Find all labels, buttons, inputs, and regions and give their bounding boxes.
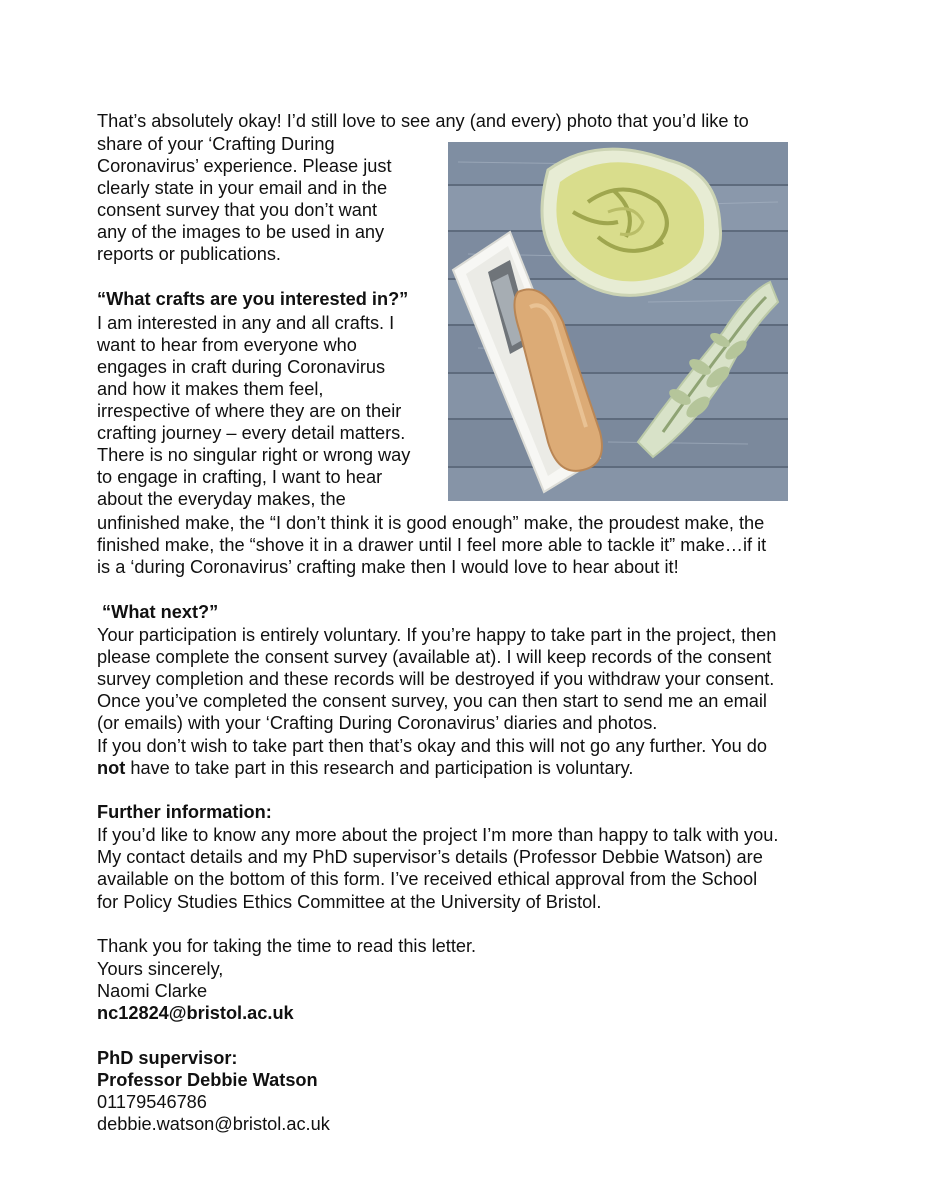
- crafts-line: I am interested in any and all crafts. I: [97, 313, 395, 333]
- crafts-line: finished make, the “shove it in a drawer until I feel more able to tackle it” make…if it: [97, 535, 767, 555]
- author-email[interactable]: nc12824@bristol.ac.uk: [97, 1003, 294, 1023]
- next-line: [97, 757, 633, 779]
- further-line: My contact details and my PhD supervisor’s details (Professor Debbie Watson) are: [97, 847, 763, 867]
- author-name: Naomi Clarke: [97, 981, 208, 1001]
- supervisor-phone: 01179546786: [97, 1092, 207, 1112]
- thanks-text: Thank you for taking the time to read this letter.: [97, 936, 477, 956]
- supervisor-heading: PhD supervisor:: [97, 1048, 238, 1068]
- further-line: for Policy Studies Ethics Committee at the University of Bristol.: [97, 892, 602, 912]
- crafts-line: about the everyday makes, the: [97, 489, 346, 509]
- intro-line: That’s absolutely okay! I’d still love to see any (and every) photo that you’d like to: [97, 111, 749, 131]
- intro-line: reports or publications.: [97, 244, 281, 264]
- crafts-line: engages in craft during Coronavirus: [97, 357, 386, 377]
- supervisor-email[interactable]: debbie.watson@bristol.ac.uk: [97, 1114, 330, 1134]
- intro-line: share of your ‘Crafting During: [97, 134, 335, 154]
- crafts-line: to engage in crafting, I want to hear: [97, 467, 383, 487]
- next-line: If you don’t wish to take part then that’s okay and this will not go any further. You do: [97, 736, 767, 756]
- crafts-line: There is no singular right or wrong way: [97, 445, 411, 465]
- next-line: please complete the consent survey (available at). I will keep records of the consent: [97, 647, 772, 667]
- crafts-line: and how it makes them feel,: [97, 379, 324, 399]
- further-line: If you’d like to know any more about the project I’m more than happy to talk with you.: [97, 825, 779, 845]
- crafts-line: unfinished make, the “I don’t think it is good enough” make, the proudest make, the: [97, 513, 765, 533]
- further-line: available on the bottom of this form. I’ve received ethical approval from the School: [97, 869, 758, 889]
- crafts-line: irrespective of where they are on their: [97, 401, 402, 421]
- crafts-line: is a ‘during Coronavirus’ crafting make then I would love to hear about it!: [97, 557, 679, 577]
- next-line: survey completion and these records will be destroyed if you withdraw your consent.: [97, 669, 775, 689]
- next-heading: “What next?”: [97, 602, 219, 622]
- intro-line: clearly state in your email and in the: [97, 178, 388, 198]
- further-heading: Further information:: [97, 802, 272, 822]
- craft-photo: [448, 142, 788, 501]
- crafts-line: crafting journey – every detail matters.: [97, 423, 406, 443]
- emphasis-not: not: [97, 758, 126, 778]
- next-line: Once you’ve completed the consent survey, you can then start to send me an email: [97, 691, 767, 711]
- intro-line: Coronavirus’ experience. Please just: [97, 156, 392, 176]
- next-line: (or emails) with your ‘Crafting During Coronavirus’ diaries and photos.: [97, 713, 658, 733]
- closing-text: Yours sincerely,: [97, 959, 224, 979]
- next-line-rest: have to take part in this research and participation is voluntary.: [125, 758, 634, 778]
- intro-line: any of the images to be used in any: [97, 222, 385, 242]
- intro-line: consent survey that you don’t want: [97, 200, 378, 220]
- crafts-heading: “What crafts are you interested in?”: [97, 289, 409, 309]
- craft-photo-illustration: [448, 142, 788, 501]
- supervisor-name: Professor Debbie Watson: [97, 1070, 318, 1090]
- crafts-line: want to hear from everyone who: [97, 335, 357, 355]
- next-line: Your participation is entirely voluntary. If you’re happy to take part in the project, then: [97, 625, 777, 645]
